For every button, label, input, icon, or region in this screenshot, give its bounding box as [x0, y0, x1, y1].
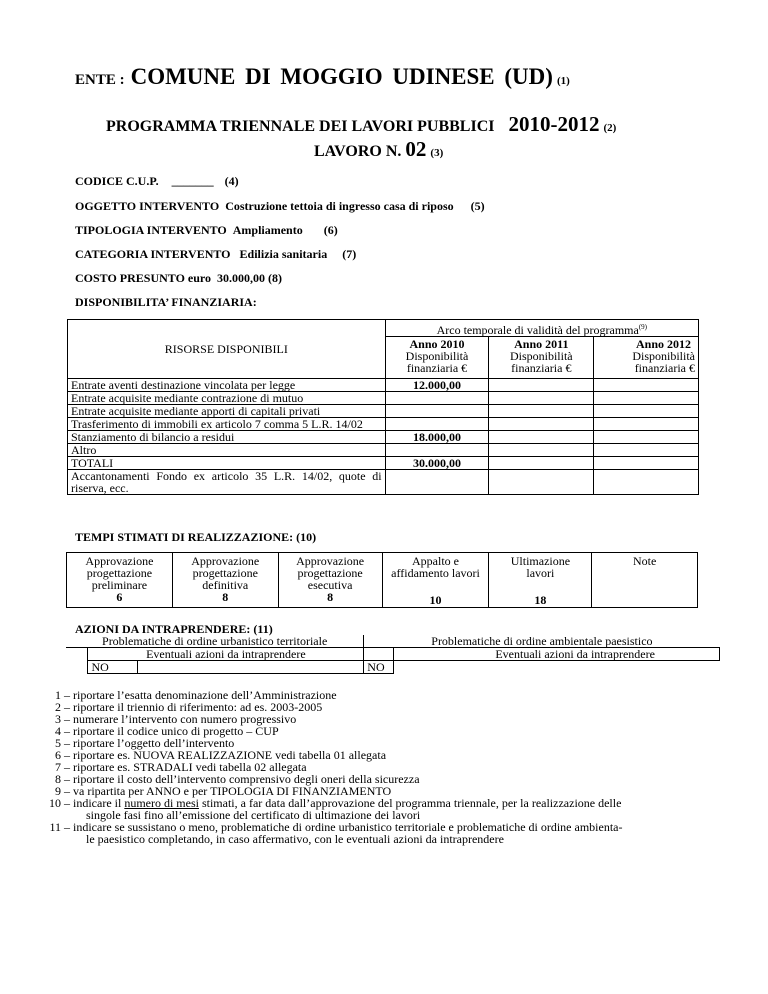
table-row [68, 470, 699, 495]
row-label: Altro [68, 444, 386, 457]
year-line2: finanziaria € [406, 361, 468, 375]
table-row [68, 379, 699, 392]
azioni-right-sub: Eventuali azioni da intraprendere [394, 648, 720, 661]
categoria-field [75, 247, 356, 262]
footnote-text: riportare l’esatta denominazione dell’Amministrazione [73, 688, 337, 702]
row-value-2010 [385, 418, 489, 431]
table-row [68, 457, 699, 470]
row-value-2012 [594, 444, 699, 457]
period-header [385, 320, 698, 337]
footnote-num: 2 – [55, 700, 70, 714]
tempi-col-note [592, 553, 698, 608]
footnote-text: indicare il [73, 796, 122, 810]
resources-header-text: RISORSE DISPONIBILI [164, 342, 288, 356]
year-line1: Disponibilità [405, 349, 469, 363]
tempi-col-esecutiva [278, 553, 382, 608]
year-header-2011 [489, 337, 594, 379]
costo-field [75, 271, 282, 286]
footnote-text: numerare l’intervento con numero progressivo [73, 712, 297, 726]
row-value-2012 [594, 418, 699, 431]
row-value-2010 [385, 392, 489, 405]
costo-label: COSTO PRESUNTO euro [75, 271, 212, 285]
footnote-num: 3 – [55, 712, 70, 726]
footnote-num: 7 – [55, 760, 70, 774]
lavoro-note: (3) [430, 147, 444, 159]
period-header-text: Arco temporale di validità del programma [436, 323, 639, 337]
row-value-2012 [594, 457, 699, 470]
row-value-2011 [489, 392, 594, 405]
footnote-num: 10 – [49, 796, 70, 810]
footnote-text: va ripartita per ANNO e per TIPOLOGIA DI FINANZIAMENTO [73, 784, 392, 798]
ente-name: COMUNE DI MOGGIO UDINESE (UD) [130, 64, 553, 89]
oggetto-label: OGGETTO INTERVENTO [75, 199, 220, 213]
period-note: (9) [638, 323, 648, 331]
azioni-heading: AZIONI DA INTRAPRENDERE: (11) [75, 622, 273, 636]
row-value-2010: 12.000,00 [385, 379, 489, 392]
tempi-col-l1: Approvazione [296, 554, 365, 568]
row-label: Entrate acquisite mediante contrazione di mutuo [68, 392, 386, 405]
row-value-2011 [489, 405, 594, 418]
year-line2: finanziaria € [511, 361, 572, 375]
cup-field [75, 174, 239, 189]
tempi-col-ultimazione [489, 553, 592, 608]
azioni-right-value: NO [364, 661, 394, 674]
tempi-col-l2: lavori [526, 566, 555, 580]
footnote-num: 8 – [55, 772, 70, 786]
row-label: Entrate acquisite mediante apporti di capitali privati [68, 405, 386, 418]
azioni-left-sub: Eventuali azioni da intraprendere [88, 648, 364, 661]
tempi-col-l3: esecutiva [307, 578, 353, 592]
footnote-text: riportare l’oggetto dell’intervento [73, 736, 235, 750]
categoria-label: CATEGORIA INTERVENTO [75, 247, 231, 261]
footnote-text: riportare il costo dell’intervento comprensivo degli oneri della sicurezza [73, 772, 420, 786]
tempi-col-l2: progettazione [297, 566, 363, 580]
tempi-col-l3: definitiva [202, 578, 249, 592]
footnote-text: riportare es. NUOVA REALIZZAZIONE vedi tabella 01 allegata [73, 748, 387, 762]
row-value-2010: 30.000,00 [385, 457, 489, 470]
row-value-2011 [489, 379, 594, 392]
program-title: PROGRAMMA TRIENNALE DEI LAVORI PUBBLICI [106, 118, 495, 135]
azioni-right-title: Problematiche di ordine ambientale paesistico [431, 634, 653, 648]
cup-label: CODICE C.U.P. [75, 174, 159, 188]
table-row [68, 431, 699, 444]
tempi-col-l3: preliminare [91, 578, 148, 592]
tempi-col-l2: progettazione [86, 566, 153, 580]
tipologia-label: TIPOLOGIA INTERVENTO [75, 223, 227, 237]
disponibilita-heading: DISPONIBILITA’ FINANZIARIA: [75, 295, 257, 309]
tipologia-note: (6) [323, 223, 338, 237]
costo-value: 30.000,00 [217, 271, 266, 285]
footnote-underlined: numero di mesi [124, 796, 199, 810]
cup-note: (4) [224, 174, 239, 188]
footnote-text: indicare se sussistano o meno, problematiche di ordine urbanistico territoriale e problematiche di ordine ambienta- [73, 820, 623, 834]
tipologia-value: Ampliamento [232, 223, 303, 237]
row-value-2011 [489, 444, 594, 457]
footnote-text: stimati, a far data dall’approvazione del programma triennale, per la realizzazione delle [201, 796, 622, 810]
row-value-2010 [385, 470, 489, 495]
footnote-num: 9 – [55, 784, 70, 798]
tempi-col-definitiva [172, 553, 278, 608]
tempi-col-value: 8 [222, 590, 229, 604]
year-label: Anno 2011 [514, 337, 569, 351]
footnote-num: 6 – [55, 748, 70, 762]
row-label: Stanziamento di bilancio a residui [68, 431, 386, 444]
tempi-col-appalto [382, 553, 489, 608]
tempi-col-value: 18 [534, 593, 547, 607]
row-label: Entrate aventi destinazione vincolata per legge [68, 379, 386, 392]
year-header-2012 [594, 337, 699, 379]
row-value-2012 [594, 470, 699, 495]
tempi-col-l1: Approvazione [85, 554, 154, 568]
table-row [68, 405, 699, 418]
row-value-2012 [594, 379, 699, 392]
lavoro-label: LAVORO N. [314, 143, 402, 160]
program-years: 2010-2012 [508, 112, 600, 136]
costo-note: (8) [268, 271, 283, 285]
row-value-2011 [489, 470, 594, 495]
year-line1: Disponibilità [632, 349, 695, 363]
table-row [68, 392, 699, 405]
footnote-num: 5 – [55, 736, 70, 750]
tempi-heading: TEMPI STIMATI DI REALIZZAZIONE: (10) [75, 530, 317, 544]
row-value-2010 [385, 444, 489, 457]
cup-value: _______ [171, 174, 214, 188]
ente-note: (1) [556, 75, 570, 87]
year-line2: finanziaria € [634, 361, 695, 375]
footnote-num: 11 – [49, 820, 70, 834]
tipologia-field [75, 223, 338, 238]
footnote-text: riportare il triennio di riferimento: ad es. 2003-2005 [73, 700, 323, 714]
row-label: Accantonamenti Fondo ex articolo 35 L.R. 14/02, quote di riserva, ecc. [68, 470, 386, 495]
year-header-2010 [385, 337, 489, 379]
footnote-num: 4 – [55, 724, 70, 738]
row-label: Trasferimento di immobili ex articolo 7 comma 5 L.R. 14/02 [68, 418, 386, 431]
tempi-col-value: 8 [327, 590, 334, 604]
table-row [68, 418, 699, 431]
row-value-2011 [489, 418, 594, 431]
oggetto-value: Costruzione tettoia di ingresso casa di riposo [225, 199, 454, 213]
row-value-2012 [594, 431, 699, 444]
program-line [106, 112, 616, 137]
footnote-text: riportare es. STRADALI vedi tabella 02 allegata [73, 760, 307, 774]
finance-table [67, 319, 699, 495]
tempi-col-l1: Approvazione [191, 554, 260, 568]
footnote-11-continuation: le paesistico completando, in caso affermativo, con le eventuali azioni da intraprendere [86, 832, 504, 846]
program-note: (2) [603, 122, 617, 134]
azioni-left-value: NO [88, 661, 138, 674]
azioni-left-title: Problematiche di ordine urbanistico territoriale [66, 635, 364, 648]
row-value-2012 [594, 392, 699, 405]
row-value-2012 [594, 405, 699, 418]
tempi-col-l1: Appalto e [412, 554, 460, 568]
categoria-value: Edilizia sanitaria [239, 247, 328, 261]
tempi-col-value: 10 [429, 593, 442, 607]
tempi-col-l2: affidamento lavori [391, 566, 480, 580]
footnote-num: 1 – [55, 688, 70, 702]
table-row [68, 444, 699, 457]
lavoro-line [314, 137, 443, 162]
lavoro-number: 02 [405, 137, 427, 161]
oggetto-field [75, 199, 485, 214]
tempi-col-l2: progettazione [192, 566, 258, 580]
tempi-table [66, 552, 698, 608]
year-label: Anno 2012 [635, 337, 691, 351]
categoria-note: (7) [342, 247, 357, 261]
row-value-2010: 18.000,00 [385, 431, 489, 444]
ente-label: ENTE : [75, 72, 125, 88]
footnote-text: riportare il codice unico di progetto – CUP [73, 724, 279, 738]
row-value-2011 [489, 457, 594, 470]
row-label: TOTALI [68, 457, 386, 470]
row-value-2010 [385, 405, 489, 418]
resources-header [68, 320, 386, 379]
tempi-col-l1: Ultimazione [510, 554, 571, 568]
azioni-table [66, 635, 720, 674]
ente-line [75, 64, 570, 90]
footnote-10-continuation: singole fasi fino all’emissione del certificato di ultimazione dei lavori [86, 808, 421, 822]
row-value-2011 [489, 431, 594, 444]
tempi-col-l1: Note [632, 554, 657, 568]
tempi-col-value: 6 [116, 590, 123, 604]
year-label: Anno 2010 [409, 337, 465, 351]
oggetto-note: (5) [470, 199, 485, 213]
tempi-col-preliminare [67, 553, 173, 608]
year-line1: Disponibilità [509, 349, 573, 363]
